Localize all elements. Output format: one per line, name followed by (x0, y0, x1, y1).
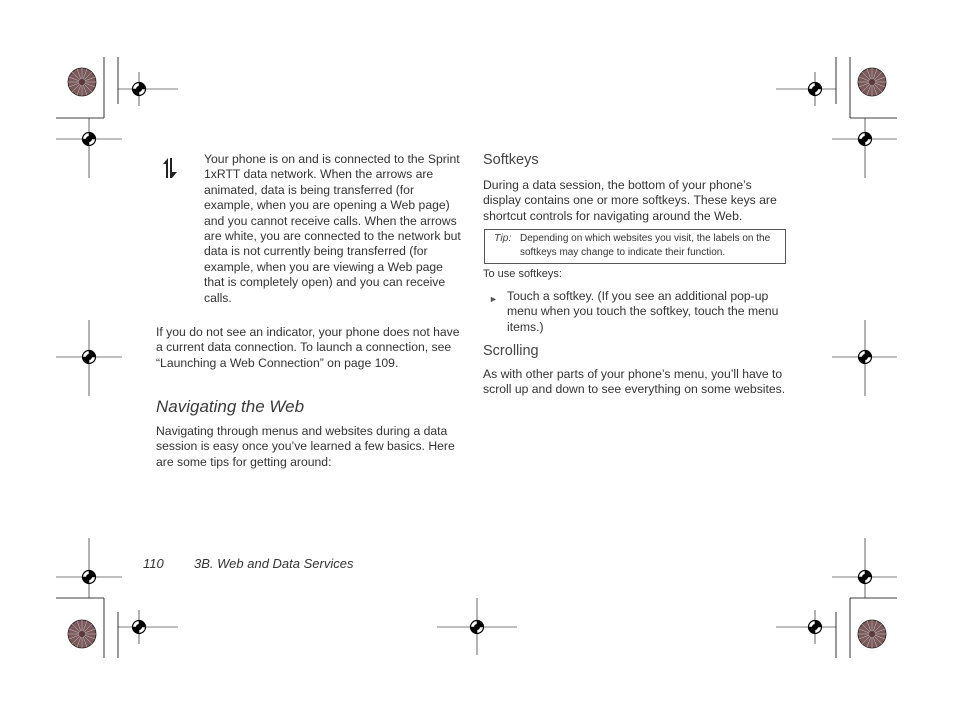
page-number: 110 (143, 556, 164, 571)
data-transfer-arrows-icon (160, 156, 184, 180)
tip-box (484, 229, 786, 264)
softkeys-paragraph: During a data session, the bottom of your phone’s display contains one or more softkeys. These keys are shortcut controls for navigating around the Web. (483, 178, 777, 223)
to-use-softkeys-label: To use softkeys: (483, 268, 562, 280)
no-indicator-paragraph: If you do not see an indicator, your phone does not have a current data connection. To launch a connection, see “Launching a Web Connection” on page 109. (156, 325, 460, 370)
subheading-scrolling: Scrolling (483, 343, 539, 359)
section-heading-navigating: Navigating the Web (156, 397, 305, 416)
navigating-paragraph: Navigating through menus and websites during a data session is easy once you’ve learned a few basics. Here are some tips for getting around: (156, 424, 455, 469)
subheading-softkeys: Softkeys (483, 152, 539, 168)
indicator-description: Your phone is on and is connected to the Sprint 1xRTT data network. When the arrows are animated, data is being transferred (for example, when you are opening a Web page) and you cannot receive calls. When the arrows are white, you are connected to the network but data is not currently being transferred (for example, when you are viewing a Web page that is completely open) and you can receive calls. (204, 152, 461, 305)
bullet-arrow-icon: ► (489, 294, 498, 304)
scrolling-paragraph: As with other parts of your phone’s menu, you’ll have to scroll up and down to see everything on some websites. (483, 367, 786, 397)
footer-section-title: 3B. Web and Data Services (194, 556, 354, 571)
tip-text: Depending on which websites you visit, the labels on the softkeys may change to indicate their function. (520, 233, 771, 259)
softkeys-step: Touch a softkey. (If you see an additional pop-up menu when you touch the softkey, touch the menu items.) (507, 289, 779, 334)
tip-label: Tip: (494, 232, 512, 244)
